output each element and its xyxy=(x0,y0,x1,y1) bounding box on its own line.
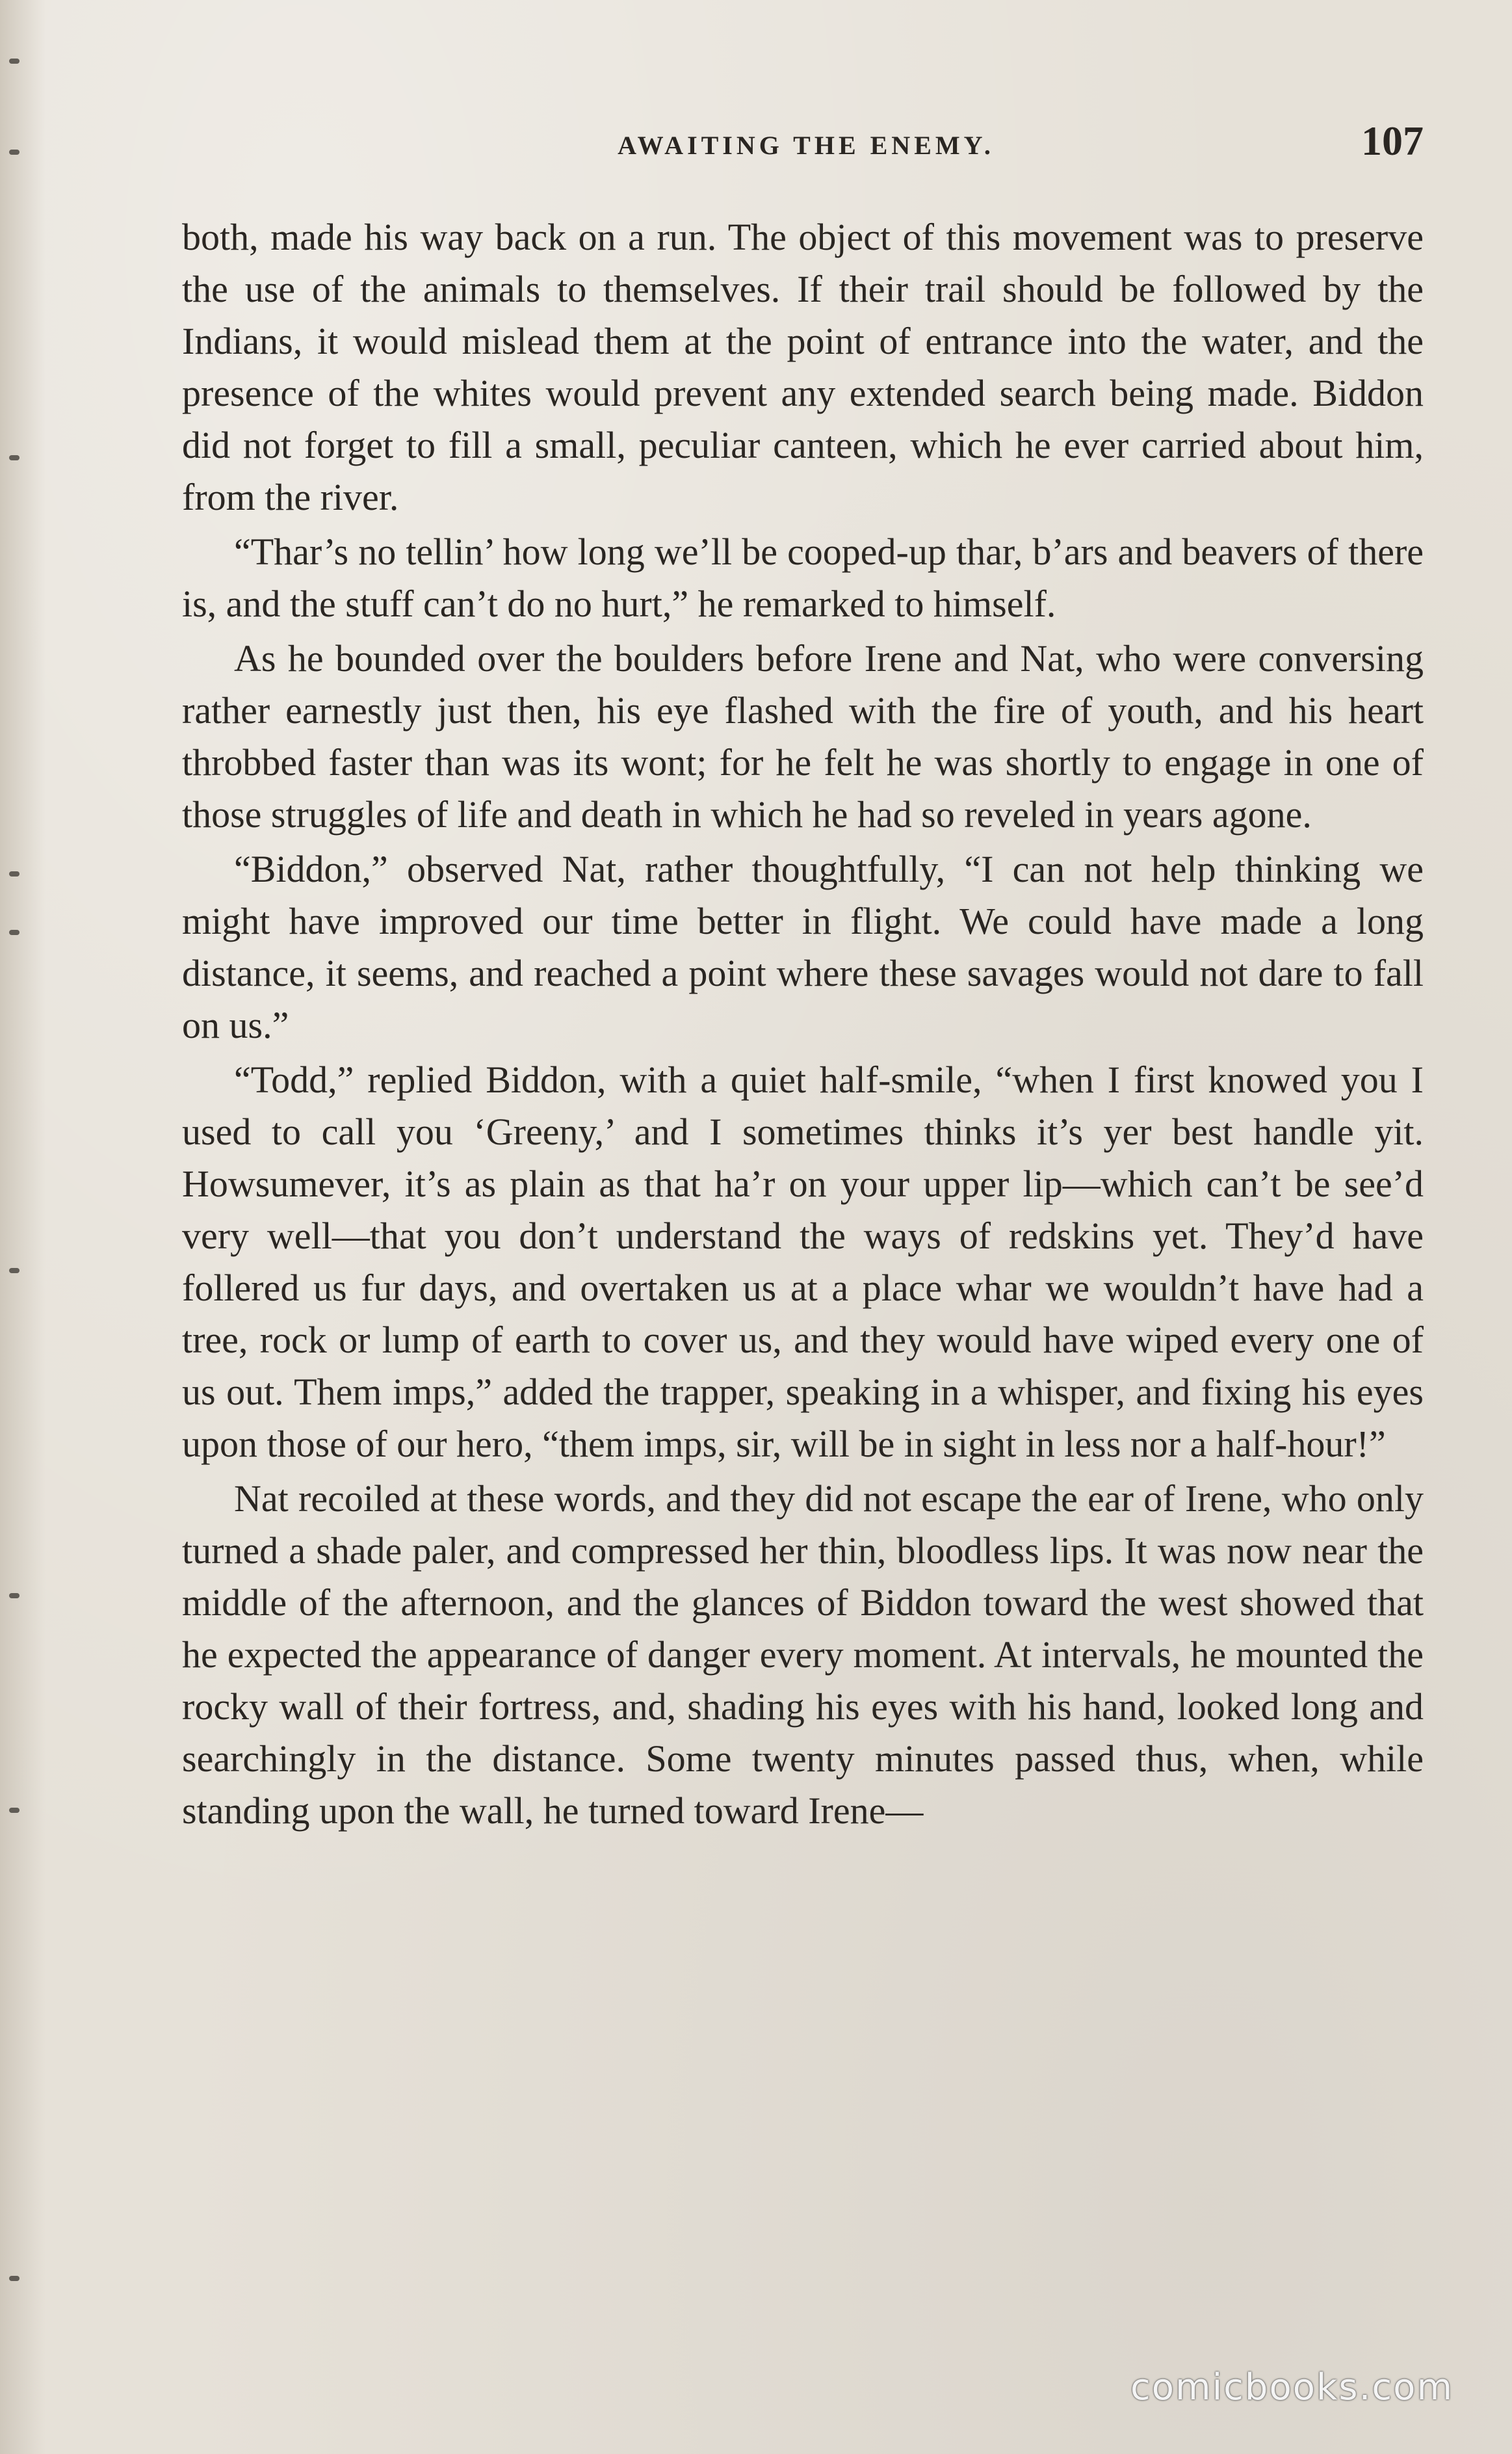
binding-stitch xyxy=(9,59,20,64)
paragraph: Nat recoiled at these words, and they did not escape the ear of Irene, who only turned a shade paler, and compressed her thin, bloodless lips. It was now near the middle of the afternoon, and the glances of Biddon toward the west showed that he expected the appearance of danger every moment. At intervals, he mounted the rocky wall of their fortress, and, shading his eyes with his hand, looked long and searchingly in the distance. Some twenty minutes passed thus, when, while standing upon the wall, he turned toward Irene— xyxy=(182,1477,1424,1832)
binding-stitch xyxy=(9,1268,20,1273)
binding-stitch xyxy=(9,1593,20,1598)
paragraph: “Todd,” replied Biddon, with a quiet half-smile, “when I first knowed you I used to call you ‘Greeny,’ and I sometimes thinks it’s yer best handle yit. Howsumever, it’s as plain as that ha’r on your upper lip—which can’t be see’d very well—that you don’t understand the ways of redskins yet. They’d have follered us fur days, and overtaken us at a place whar we wouldn’t have had a tree, rock or lump of earth to cover us, and they would have wiped every one of us out. Them imps,” added the trapper, speaking in a whisper, and fixing his eyes upon those of our hero, “them imps, sir, will be in sight in less nor a half-hour!” xyxy=(182,1059,1424,1465)
watermark: comicbooks.com xyxy=(1130,2366,1453,2408)
running-title: AWAITING THE ENEMY. xyxy=(618,131,995,160)
page-number: 107 xyxy=(1361,118,1424,164)
binding-stitch xyxy=(9,930,20,935)
binding-stitch xyxy=(9,871,20,877)
binding-stitch xyxy=(9,150,20,155)
binding-stitch xyxy=(9,1808,20,1813)
paragraph: both, made his way back on a run. The object of this movement was to preserve the use of the animals to themselves. If their trail should be followed by the Indians, it would mislead them at the point of entrance into the water, and the presence of the whites would prevent any extended search being made. Biddon did not forget to fill a small, peculiar canteen, which he ever carried about him, from the river. xyxy=(182,216,1424,518)
paragraph: “Biddon,” observed Nat, rather thoughtfully, “I can not help thinking we might have improved our time better in flight. We could have made a long distance, it seems, and reached a point where these savages would not dare to fall on us.” xyxy=(182,848,1424,1046)
body-text xyxy=(182,211,1424,1837)
binding-stitch xyxy=(9,455,20,460)
paragraph: As he bounded over the boulders before Irene and Nat, who were conversing rather earnestly just then, his eye flashed with the fire of youth, and his heart throbbed faster than was its wont; for he felt he was shortly to engage in one of those struggles of life and death in which he had so reveled in years agone. xyxy=(182,637,1424,836)
page-gutter-shadow xyxy=(0,0,46,2454)
running-head xyxy=(182,117,1430,182)
paragraph: “Thar’s no tellin’ how long we’ll be cooped-up thar, b’ars and beavers of there is, and the stuff can’t do no hurt,” he remarked to himself. xyxy=(182,531,1424,625)
binding-stitch xyxy=(9,2276,20,2281)
